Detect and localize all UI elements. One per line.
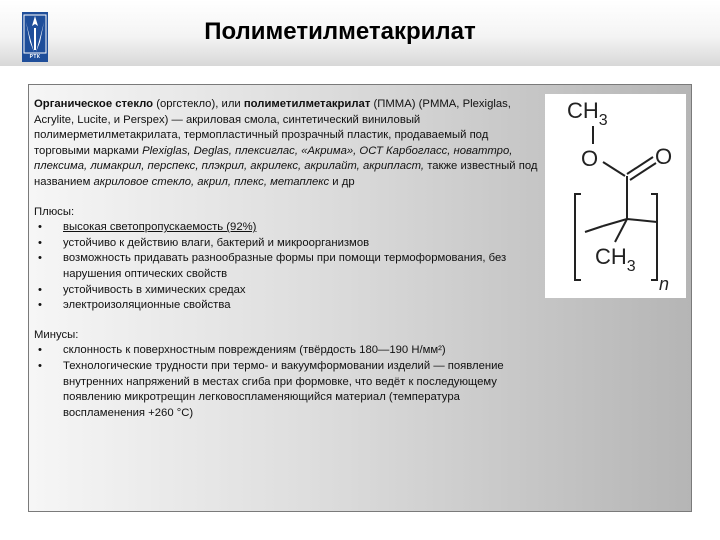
pros-item-text: устойчивость в химических средах [63, 283, 246, 296]
page-title: Полиметилметакрилат [204, 18, 476, 45]
cons-list [34, 343, 544, 421]
left-bracket [575, 194, 581, 280]
intro-term-pmma: полиметилметакрилат [243, 98, 371, 110]
intro-text-3: также известный под названием [34, 160, 538, 188]
logo-text: РТК [29, 54, 41, 60]
intro-aliases: акриловое стекло, акрил, плекс, метаплекс [93, 175, 330, 188]
pros-item-text: устойчиво к действию влаги, бактерий и микроорганизмов [63, 236, 370, 249]
cons-item-text: Технологические трудности при термо- и вакуумформовании изделий — появление внутренних напряжений в местах сгиба при формовке, что ведёт к последующему появлению микротрещин легковоспламеняющийся материал (температура воспламенения +260 °C) [63, 359, 504, 419]
pros-item [34, 236, 544, 252]
structural-formula [545, 94, 686, 298]
pros-list [34, 220, 544, 314]
formula-right-oxygen: O [655, 144, 673, 169]
bond-line [603, 162, 625, 176]
pros-item [34, 283, 544, 299]
intro-term-organic-glass: Органическое стекло [34, 98, 154, 110]
pros-item-text: возможность придавать разнообразные формы при помощи термоформования, без нарушения оптических свойств [63, 252, 507, 280]
intro-text-4: и др [329, 175, 355, 188]
intro-text-2: (ПММА) (PMMA, Plexiglas, Acrylite, Lucite, и Perspex) — акриловая смола, синтетический виниловый полимерметилметакрилата, термопластичный прозрачный пластик, продаваемый под торговыми марками [34, 98, 511, 157]
cons-item [34, 343, 544, 359]
pros-item [34, 220, 544, 236]
pros-item-text: высокая светопропускаемость (92%) [63, 221, 257, 234]
bond-line [627, 157, 653, 174]
right-bracket [651, 194, 657, 280]
intro-text-1: (оргстекло), или [153, 98, 244, 110]
pmma-structure-diagram [545, 94, 686, 298]
pros-heading: Плюсы: [34, 205, 75, 218]
formula-repeat-n: n [659, 274, 670, 294]
intro-brand-names: Plexiglas, Deglas, плексиглас, «Акрима», ОСТ Карбогласс, новаттро, плексима, лимакрил, перспекс, плэкрил, акрилекс, акрилайт, акрипласт, [34, 144, 513, 173]
pros-item [34, 298, 544, 314]
double-bond-line [630, 163, 656, 180]
intro-paragraph [34, 97, 544, 191]
bond-line [627, 219, 657, 222]
cons-heading: Минусы: [34, 328, 79, 341]
pros-item [34, 251, 544, 282]
cons-item-text: склонность к поверхностным повреждениям (твёрдость 180—190 Н/мм²) [63, 344, 446, 357]
formula-top-group: $CH_3$ [567, 98, 608, 129]
formula-bottom-group: $CH_3$ [595, 244, 636, 275]
formula-left-oxygen: O [581, 146, 599, 171]
bond-line [585, 226, 603, 232]
text-column [34, 97, 544, 421]
cons-item [34, 359, 544, 421]
pros-item-text: электроизоляционные свойства [63, 299, 231, 312]
